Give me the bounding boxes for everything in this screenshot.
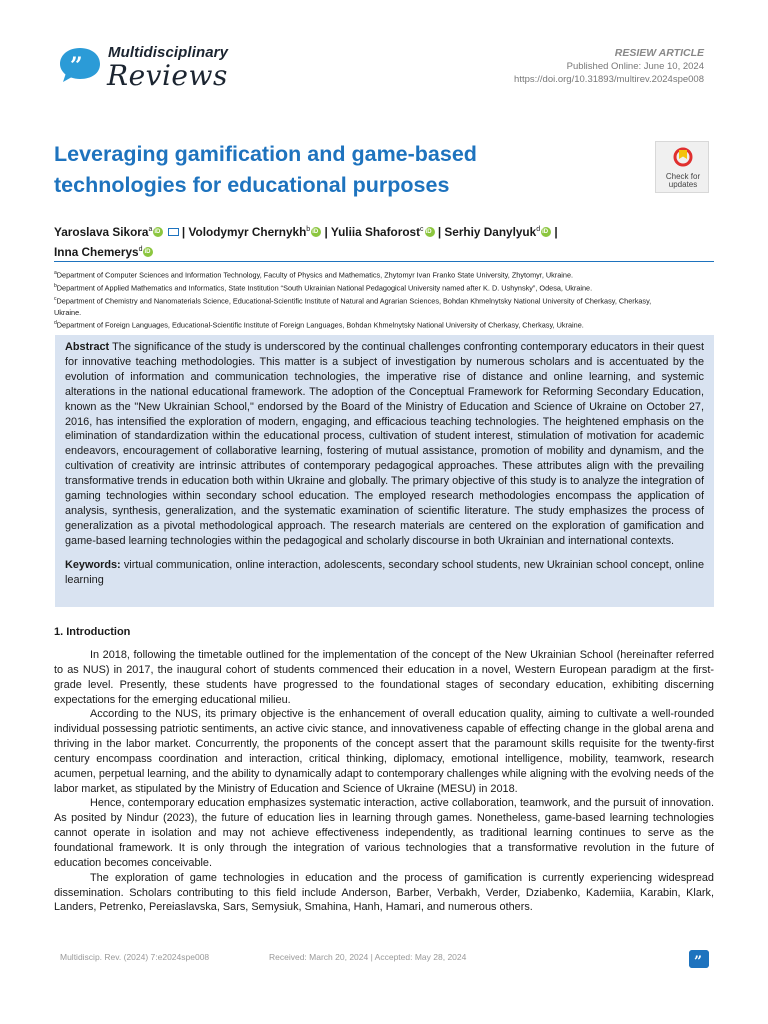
article-meta bbox=[514, 47, 704, 86]
paragraph: The exploration of game technologies in education and the process of gamification is currently experiencing widespread dissemination. Scholars contributing to this field include Anderson, Barber, Verbakh, Verder, Dziabenko, Kademiia, Karabin, Klark, Landers, Petrenko, Pereiaslavska, Sars, Semysiuk, Smahina, Hanh, Hamari, and numerous others. bbox=[54, 871, 714, 914]
published-date: Published Online: June 10, 2024 bbox=[566, 61, 704, 72]
section-heading: 1. Introduction bbox=[54, 626, 131, 638]
affiliation: $^d$Department of Foreign Languages, Educational-Scientific Institute of Foreign Languages, Bohdan Khmelnytsky National University of Cherkasy, Cherkasy, Ukraine. bbox=[54, 320, 584, 330]
abstract-text: Abstract The significance of the study is underscored by the continual challenges confronting contemporary educators in their quest for innovative teaching methodologies. This matter is a subject of investigation by numerous scholars and is accentuated by the evolution of information and communication technologies, the imperative rise of distance and online learning, and systemic alterations in the national educational framework. The adoption of the Conceptual Framework for Reforming Secondary Education, known as the "New Ukrainian School," endorsed by the Board of the Ministry of Education and Science of Ukraine on October 27, 2016, has intensified the exploration of modern, engaging, and efficacious teaching technologies. The heightened emphasis on the elimination of standardization within the educational process, cultivation of student interest, stimulation of motivation for academic endeavors, encouragement of collaborative learning, fostering of mutual assistance, promotion of mobility and dynamism, and the cultivation of creativity are intrinsic attributes of contemporary pedagogical approaches. These attributes align with the prevailing transformative trends in education both within Ukraine and globally. The primary objective of this study is to analyze the integration of gaming technologies within secondary school education. The employed research methodologies encompass the application of analysis, synthesis, generalization, and the systematic examination of scientific literature. The study emphasizes the process of generalization as a pivotal methodological approach. The research materials are centered on the exploration of gamification and game-based learning technologies within the pedagogical and scholarly discourse in both Ukrainian and international contexts. bbox=[65, 341, 704, 547]
journal-name-bottom: Reviews bbox=[107, 59, 228, 92]
article-type: RESIEW ARTICLE bbox=[614, 47, 704, 59]
footer-dates: Received: March 20, 2024 | Accepted: May 28, 2024 bbox=[269, 952, 467, 962]
check-updates-label: Check for updates bbox=[665, 172, 701, 189]
article-title: Leveraging gamification and game-based technologies for educational purposes bbox=[54, 142, 477, 197]
author-list: Yaroslava Sikora$^a$iD | Volodymyr Chernykh$^b$iD | Yuliia Shaforost$^c$iD | Serhiy Danylyuk$^d$iD | Inna Chemerys$^d$iD bbox=[54, 221, 714, 261]
author-name[interactable]: Inna Chemerys bbox=[54, 244, 139, 259]
footer-citation: Multidiscip. Rev. (2024) 7:e2024spe008 bbox=[60, 952, 210, 962]
journal-logo bbox=[58, 42, 238, 92]
keywords: Keywords: virtual communication, online interaction, adolescents, secondary school students, new Ukrainian school concept, online learning bbox=[65, 558, 704, 586]
orcid-icon[interactable] bbox=[425, 227, 435, 237]
orcid-icon[interactable] bbox=[541, 227, 551, 237]
author-name[interactable]: Serhiy Danylyuk bbox=[444, 224, 537, 239]
paragraph: Hence, contemporary education emphasizes systematic interaction, active collaboration, teamwork, and the pursuit of innovation. As posited by Nindur (2023), the future of education lies in learning through games. Nonetheless, game-based learning technologies cannot operate in isolation and may not achieve effectiveness independently, as traditional learning continues to serve as the foundational framework. It is only through the integration of various technologies that a transformative revolution in the future of education becomes conceivable. bbox=[54, 797, 714, 869]
orcid-icon[interactable] bbox=[153, 227, 163, 237]
affiliation: $^c$Department of Chemistry and Nanomaterials Science, Educational-Scientific Institute of Natural and Agrarian Sciences, Bohdan Khmelnytsky National University of Cherkasy, Cherkasy, Ukraine. bbox=[54, 296, 652, 317]
header-divider bbox=[54, 261, 714, 262]
abstract-box bbox=[55, 335, 714, 607]
svg-text:”: ” bbox=[70, 53, 83, 79]
check-for-updates-button[interactable] bbox=[655, 141, 709, 193]
paragraph: In 2018, following the timetable outlined for the implementation of the concept of the New Ukrainian School (hereinafter referred to as NUS) in 2017, the inaugural cohort of students commenced their education in a novel, Western European paradigm at the first-grade level. Presently, these students have progressed to the foundational stages of secondary education, exhibiting discerning expectations for the emerging educational milieu. bbox=[54, 649, 714, 706]
author-name[interactable]: Yaroslava Sikora bbox=[54, 224, 149, 239]
quote-bubble-icon bbox=[58, 46, 102, 84]
affiliations bbox=[54, 268, 654, 332]
quote-icon bbox=[689, 950, 709, 968]
orcid-icon[interactable] bbox=[143, 247, 153, 257]
svg-text:”: ” bbox=[694, 954, 703, 968]
affiliation: $^a$Department of Computer Sciences and Information Technology, Faculty of Physics and Mathematics, Zhytomyr Ivan Franko State University, Zhytomyr, Ukraine. bbox=[54, 270, 574, 280]
body-text bbox=[54, 648, 714, 915]
affiliation: $^b$Department of Applied Mathematics and Informatics, State Institution “South Ukrainian National Pedagogical University named after K. D. Ushynsky”, Odesa, Ukraine. bbox=[54, 283, 593, 293]
crossmark-icon bbox=[673, 147, 693, 167]
email-icon[interactable] bbox=[168, 228, 179, 236]
author-name[interactable]: Yuliia Shaforost bbox=[330, 224, 421, 239]
doi-link[interactable]: https://doi.org/10.31893/multirev.2024spe008 bbox=[514, 74, 704, 85]
journal-name-top: Multidisciplinary bbox=[108, 44, 229, 61]
orcid-icon[interactable] bbox=[311, 227, 321, 237]
author-name[interactable]: Volodymyr Chernykh bbox=[188, 224, 307, 239]
paragraph: According to the NUS, its primary objective is the enhancement of overall education quality, aiming to cultivate a well-rounded individual possessing patriotic sentiments, an active civic stance, and innovativeness capable of effecting change in the global arena and thriving in the labor market. Concurrently, the proponents of the concept assert that the paramount skills requisite for the twenty-first century encompass coordination and interaction, critical thinking, diplomacy, emotional intelligence, mobility, teamwork, research acumen, perpetual learning, and the ability to dynamically adapt to contemporary challenges while aligning with the evolving needs of the labor market, as stipulated by the Ministry of Education and Science of Ukraine (MESU) in 2018. bbox=[54, 708, 714, 795]
